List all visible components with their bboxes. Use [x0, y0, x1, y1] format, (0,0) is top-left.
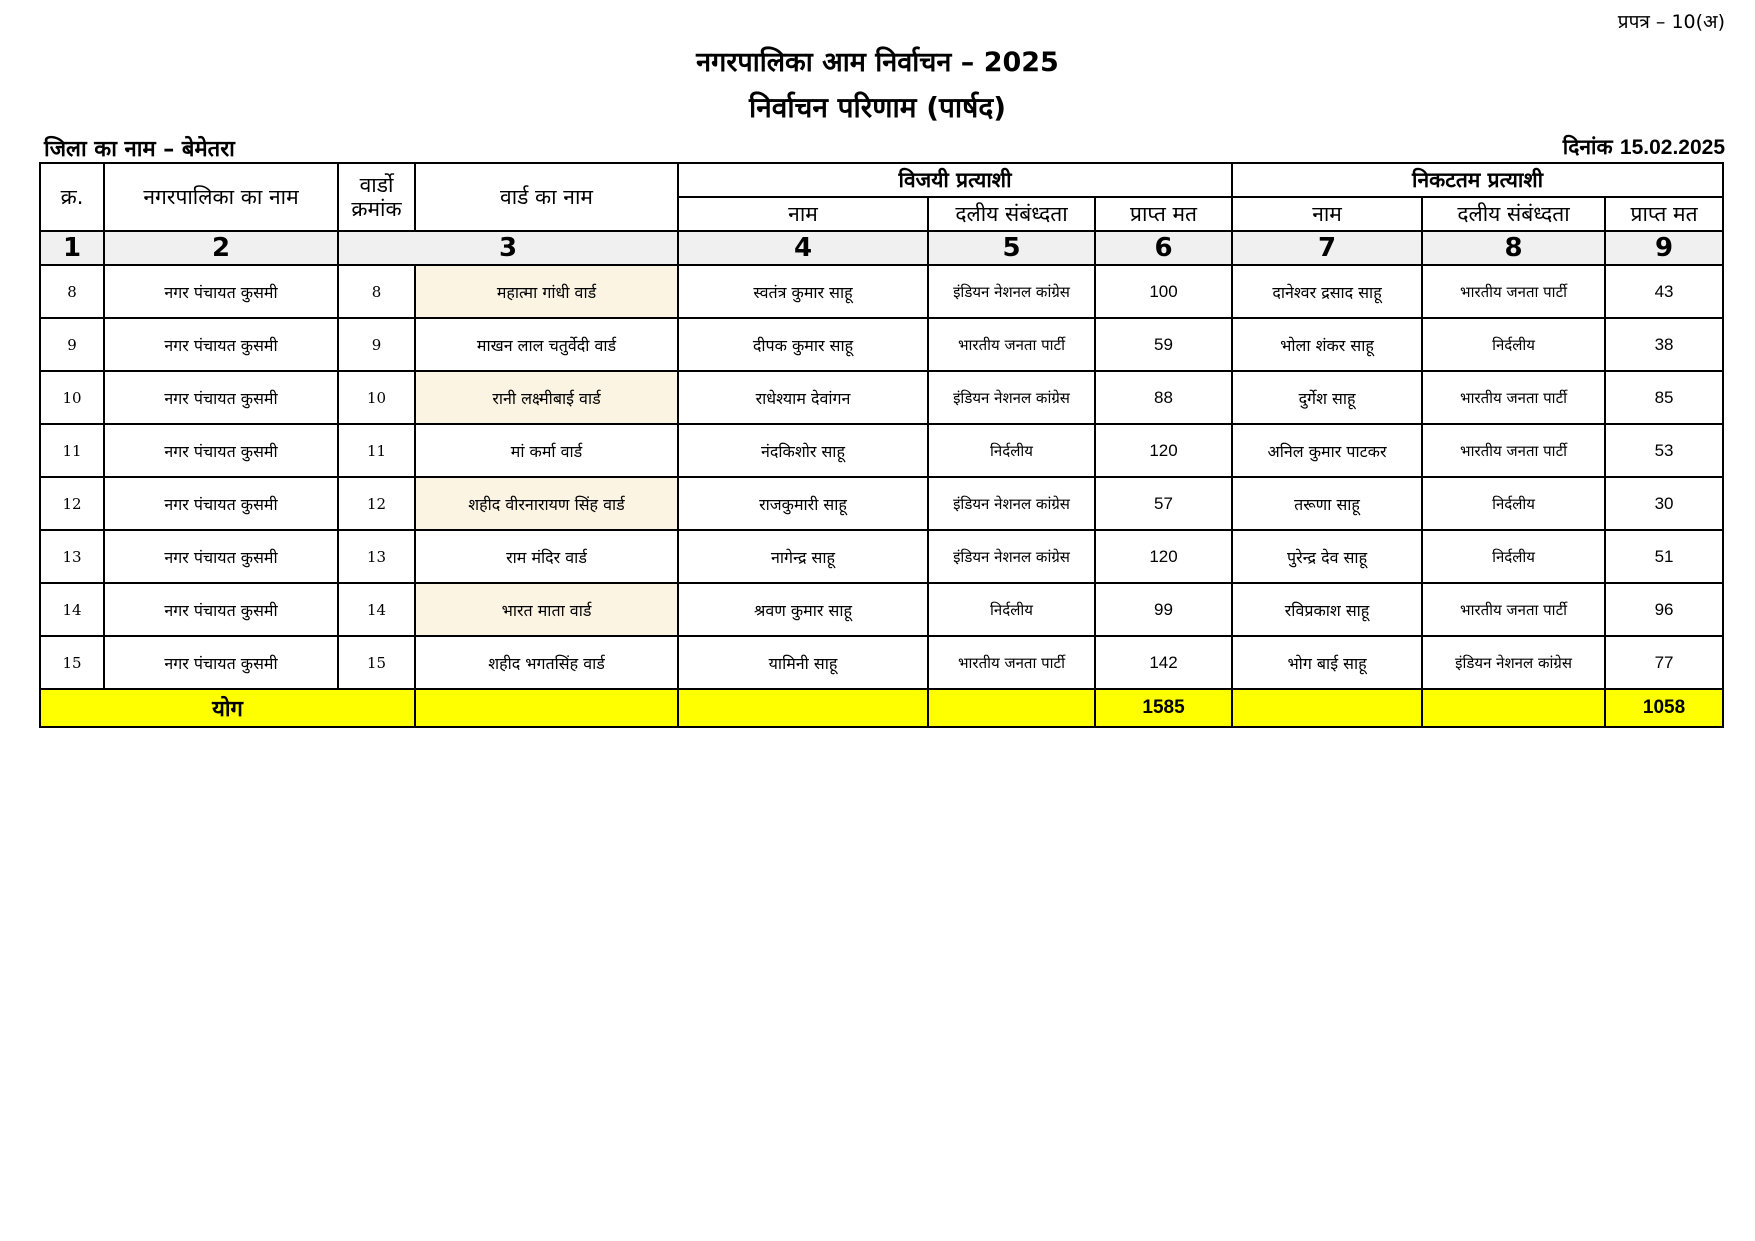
header-winner-votes: प्राप्त मत: [1095, 197, 1232, 231]
table-row: [40, 265, 1723, 318]
header-ward-name: वार्ड का नाम: [415, 163, 678, 231]
header-runnerup-group: निकटतम प्रत्याशी: [1232, 163, 1723, 197]
district-label: जिला का नाम – बेमेतरा: [44, 137, 235, 162]
ward-number-cell: 8: [338, 265, 415, 318]
winner-name-cell: श्रवण कुमार साहू: [678, 583, 928, 636]
runner-party-cell: भारतीय जनता पार्टी: [1422, 424, 1605, 477]
serial-cell: 10: [40, 371, 104, 424]
table-row: [40, 318, 1723, 371]
ward-number-cell: 9: [338, 318, 415, 371]
runner-party-cell: भारतीय जनता पार्टी: [1422, 265, 1605, 318]
winner-votes-cell: 142: [1095, 636, 1232, 689]
runner-votes-cell: 38: [1605, 318, 1723, 371]
winner-party-cell: निर्दलीय: [928, 424, 1095, 477]
column-number: 8: [1422, 231, 1605, 265]
header-runner-votes: प्राप्त मत: [1605, 197, 1723, 231]
municipality-cell: नगर पंचायत कुसमी: [104, 636, 338, 689]
ward-name-cell: शहीद भगतसिंह वार्ड: [415, 636, 678, 689]
winner-votes-cell: 100: [1095, 265, 1232, 318]
form-number: प्रपत्र – 10(अ): [1617, 11, 1725, 33]
ward-number-cell: 10: [338, 371, 415, 424]
winner-name-cell: राधेश्याम देवांगन: [678, 371, 928, 424]
ward-name-cell: मां कर्मा वार्ड: [415, 424, 678, 477]
runner-votes-cell: 85: [1605, 371, 1723, 424]
runner-party-cell: इंडियन नेशनल कांग्रेस: [1422, 636, 1605, 689]
column-number: 1: [40, 231, 104, 265]
total-winner-votes: 1585: [1095, 689, 1232, 727]
ward-name-cell: शहीद वीरनारायण सिंह वार्ड: [415, 477, 678, 530]
municipality-cell: नगर पंचायत कुसमी: [104, 371, 338, 424]
ward-name-cell: माखन लाल चतुर्वेदी वार्ड: [415, 318, 678, 371]
header-runner-name: नाम: [1232, 197, 1422, 231]
ward-name-cell: भारत माता वार्ड: [415, 583, 678, 636]
column-number: 5: [928, 231, 1095, 265]
serial-cell: 8: [40, 265, 104, 318]
runner-votes-cell: 43: [1605, 265, 1723, 318]
runner-party-cell: भारतीय जनता पार्टी: [1422, 371, 1605, 424]
ward-number-cell: 13: [338, 530, 415, 583]
table-row: [40, 424, 1723, 477]
column-number: 3: [338, 231, 678, 265]
total-label: योग: [40, 689, 415, 727]
runner-name-cell: भोला शंकर साहू: [1232, 318, 1422, 371]
winner-party-cell: इंडियन नेशनल कांग्रेस: [928, 265, 1095, 318]
column-number: 7: [1232, 231, 1422, 265]
runner-name-cell: अनिल कुमार पाटकर: [1232, 424, 1422, 477]
column-number-row: [40, 231, 1723, 265]
runner-votes-cell: 77: [1605, 636, 1723, 689]
date-label: दिनांक: [1562, 135, 1613, 159]
serial-cell: 12: [40, 477, 104, 530]
total-empty: [1422, 689, 1605, 727]
total-empty: [1232, 689, 1422, 727]
runner-party-cell: निर्दलीय: [1422, 530, 1605, 583]
municipality-cell: नगर पंचायत कुसमी: [104, 265, 338, 318]
winner-name-cell: राजकुमारी साहू: [678, 477, 928, 530]
serial-cell: 13: [40, 530, 104, 583]
date-value: 15.02.2025: [1619, 136, 1725, 159]
ward-number-cell: 12: [338, 477, 415, 530]
winner-votes-cell: 120: [1095, 424, 1232, 477]
header-ward-number-line2: क्रमांक: [351, 197, 402, 221]
winner-party-cell: इंडियन नेशनल कांग्रेस: [928, 477, 1095, 530]
table-row: [40, 636, 1723, 689]
winner-votes-cell: 88: [1095, 371, 1232, 424]
winner-party-cell: भारतीय जनता पार्टी: [928, 636, 1095, 689]
winner-name-cell: स्वतंत्र कुमार साहू: [678, 265, 928, 318]
table-row: [40, 477, 1723, 530]
page-subtitle: निर्वाचन परिणाम (पार्षद): [748, 91, 1007, 124]
winner-votes-cell: 59: [1095, 318, 1232, 371]
runner-party-cell: निर्दलीय: [1422, 318, 1605, 371]
column-number: 2: [104, 231, 338, 265]
winner-name-cell: दीपक कुमार साहू: [678, 318, 928, 371]
column-number: 6: [1095, 231, 1232, 265]
table-row: [40, 371, 1723, 424]
page-title: नगरपालिका आम निर्वाचन – 2025: [696, 47, 1059, 78]
column-number: 9: [1605, 231, 1723, 265]
winner-name-cell: नागेन्द्र साहू: [678, 530, 928, 583]
ward-name-cell: महात्मा गांधी वार्ड: [415, 265, 678, 318]
date-line: [1563, 133, 1725, 161]
serial-cell: 11: [40, 424, 104, 477]
runner-votes-cell: 53: [1605, 424, 1723, 477]
header-municipality: नगरपालिका का नाम: [104, 163, 338, 231]
header-serial: क्र.: [40, 163, 104, 231]
header-row-top: [40, 163, 1723, 197]
header-runner-party: दलीय संबंध्दता: [1422, 197, 1605, 231]
ward-number-cell: 14: [338, 583, 415, 636]
runner-name-cell: दुर्गेश साहू: [1232, 371, 1422, 424]
serial-cell: 9: [40, 318, 104, 371]
total-empty: [415, 689, 678, 727]
winner-votes-cell: 99: [1095, 583, 1232, 636]
runner-name-cell: रविप्रकाश साहू: [1232, 583, 1422, 636]
winner-votes-cell: 57: [1095, 477, 1232, 530]
municipality-cell: नगर पंचायत कुसमी: [104, 477, 338, 530]
table-row: [40, 583, 1723, 636]
winner-party-cell: भारतीय जनता पार्टी: [928, 318, 1095, 371]
municipality-cell: नगर पंचायत कुसमी: [104, 530, 338, 583]
serial-cell: 15: [40, 636, 104, 689]
runner-votes-cell: 51: [1605, 530, 1723, 583]
table-row: [40, 530, 1723, 583]
winner-party-cell: इंडियन नेशनल कांग्रेस: [928, 371, 1095, 424]
winner-party-cell: इंडियन नेशनल कांग्रेस: [928, 530, 1095, 583]
ward-number-cell: 15: [338, 636, 415, 689]
ward-name-cell: रानी लक्ष्मीबाई वार्ड: [415, 371, 678, 424]
ward-number-cell: 11: [338, 424, 415, 477]
header-ward-number: [338, 163, 415, 231]
runner-name-cell: दानेश्वर द्रसाद साहू: [1232, 265, 1422, 318]
total-empty: [928, 689, 1095, 727]
runner-party-cell: भारतीय जनता पार्टी: [1422, 583, 1605, 636]
winner-votes-cell: 120: [1095, 530, 1232, 583]
header-winner-party: दलीय संबंध्दता: [928, 197, 1095, 231]
runner-name-cell: तरूणा साहू: [1232, 477, 1422, 530]
header-ward-number-line1: वार्डो: [359, 173, 394, 197]
runner-name-cell: पुरेन्द्र देव साहू: [1232, 530, 1422, 583]
column-number: 4: [678, 231, 928, 265]
runner-votes-cell: 96: [1605, 583, 1723, 636]
total-runner-votes: 1058: [1605, 689, 1723, 727]
winner-party-cell: निर्दलीय: [928, 583, 1095, 636]
header-winner-group: विजयी प्रत्याशी: [678, 163, 1232, 197]
serial-cell: 14: [40, 583, 104, 636]
total-empty: [678, 689, 928, 727]
runner-party-cell: निर्दलीय: [1422, 477, 1605, 530]
header-winner-name: नाम: [678, 197, 928, 231]
total-row: [40, 689, 1723, 727]
winner-name-cell: यामिनी साहू: [678, 636, 928, 689]
results-table: [39, 162, 1724, 728]
municipality-cell: नगर पंचायत कुसमी: [104, 583, 338, 636]
municipality-cell: नगर पंचायत कुसमी: [104, 318, 338, 371]
winner-name-cell: नंदकिशोर साहू: [678, 424, 928, 477]
runner-name-cell: भोग बाई साहू: [1232, 636, 1422, 689]
ward-name-cell: राम मंदिर वार्ड: [415, 530, 678, 583]
municipality-cell: नगर पंचायत कुसमी: [104, 424, 338, 477]
runner-votes-cell: 30: [1605, 477, 1723, 530]
